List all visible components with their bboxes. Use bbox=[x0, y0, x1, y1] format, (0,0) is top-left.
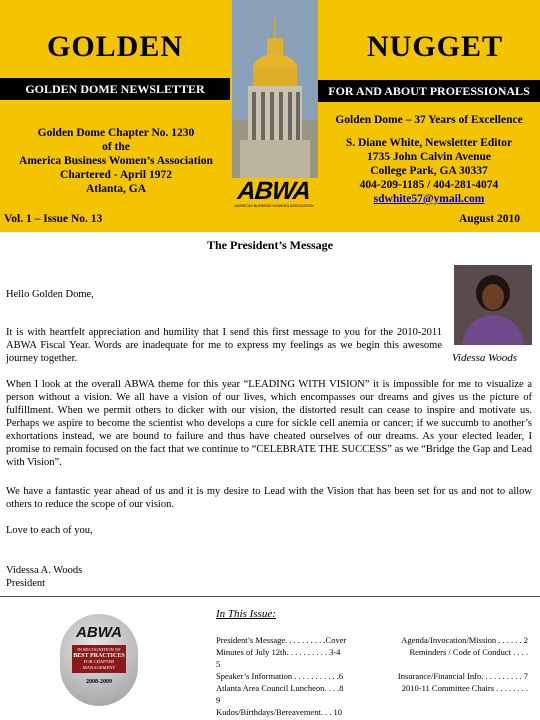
article-paragraph-1: It is with heartfelt appreciation and humility that I send this first message to you for the 2010-2011 ABWA Fiscal Year. Words are inadequate for me to express my feelings as we begin this awesome journey together. bbox=[6, 327, 442, 364]
signature-name: Videssa A. Woods bbox=[6, 565, 83, 576]
article-paragraph-3: We have a fantastic year ahead of us and it is my desire to Lead with the Vision that has been set for us and not to allow others to reduce the scope of our vision. bbox=[6, 486, 532, 510]
right-black-bar bbox=[318, 80, 540, 102]
president-portrait bbox=[454, 265, 532, 345]
chapter-tagline: Golden Dome – 37 Years of Excellence bbox=[335, 114, 523, 126]
article-closing: Love to each of you, bbox=[6, 525, 93, 536]
toc-item: President’s Message. . . . . . . . . .Cover bbox=[216, 635, 347, 645]
issue-date: August 2010 bbox=[458, 213, 520, 225]
best-practices-badge bbox=[60, 614, 138, 706]
chapter-line: America Business Women’s Association bbox=[19, 155, 213, 167]
toc-right-column bbox=[378, 634, 528, 694]
toc-item: Speaker’s Information . . . . . . . . . . .6 bbox=[216, 671, 344, 681]
badge-year: 2008-2009 bbox=[86, 679, 112, 685]
chapter-line: Golden Dome Chapter No. 1230 bbox=[37, 127, 195, 139]
toc-item: Agenda/Invocation/Mission . . . . . . 2 bbox=[401, 635, 528, 645]
article-paragraph-2: When I look at the overall ABWA theme for this year “LEADING WITH VISION” it is impossible for me to visualize a person without a vision. We all have a vision of our lives, which encompasses our dreams and gives us the picture of fulfillment. When we permit others to dicker with our vision, the distorted result can cease to inspire and motivate us. Perhaps we aspire to become the scientist who develops a cure for sickle cell anemia or cancer; if we succumb to another’s exhortations instead, we are bound to failure and thus have cheated ourselves of our dreams. As your elected leader, I promise to remain focused on the fact that we continue to “CELEBRATE THE SUCCESS” as we “Bridge the Gap and Lead with Vision”. bbox=[6, 379, 532, 468]
article-greeting: Hello Golden Dome, bbox=[6, 289, 94, 300]
newsletter-title-right: NUGGET bbox=[366, 30, 504, 63]
right-bar-text: FOR AND ABOUT PROFESSIONALS bbox=[328, 83, 530, 98]
toc-item-blank bbox=[378, 658, 528, 670]
chapter-line: Chartered - April 1972 bbox=[60, 169, 172, 181]
toc-item: Kudos/Birthdays/Bereavement. . . 10 bbox=[216, 707, 343, 717]
badge-line: BEST PRACTICES bbox=[73, 653, 125, 659]
toc-item: 9 bbox=[216, 695, 221, 705]
article-title: The President’s Message bbox=[207, 238, 333, 252]
left-bar-text: GOLDEN DOME NEWSLETTER bbox=[25, 81, 205, 96]
badge-banner bbox=[72, 645, 126, 673]
editor-line: S. Diane White, Newsletter Editor bbox=[345, 137, 513, 149]
badge-logo-text: ABWA bbox=[76, 624, 122, 641]
editor-line: 1735 John Calvin Avenue bbox=[366, 151, 492, 163]
volume-issue: Vol. 1 – Issue No. 13 bbox=[4, 213, 103, 225]
signature-title: President bbox=[6, 578, 46, 589]
editor-contact bbox=[318, 136, 540, 206]
editor-line: College Park, GA 30337 bbox=[370, 165, 488, 177]
chapter-line: Atlanta, GA bbox=[85, 183, 147, 195]
editor-email-link[interactable]: sdwhite57@ymail.com bbox=[373, 193, 485, 205]
toc-item: Insurance/Financial Info. . . . . . . . . . 7 bbox=[397, 671, 528, 681]
toc-item: Reminders / Code of Conduct . . . . bbox=[409, 647, 528, 657]
capitol-dome-photo bbox=[232, 0, 318, 178]
toc-item: 2010-11 Committee Chairs . . . . . . . . bbox=[401, 683, 528, 693]
abwa-logo-text: ABWA bbox=[236, 177, 312, 205]
chapter-info bbox=[0, 126, 232, 196]
abwa-logo bbox=[228, 178, 320, 214]
section-divider bbox=[0, 596, 540, 597]
editor-line: 404-209-1185 / 404-281-4074 bbox=[359, 179, 499, 191]
toc-item: Minutes of July 12th. . . . . . . . . . 3-4 bbox=[216, 647, 341, 657]
toc-heading: In This Issue: bbox=[216, 608, 276, 620]
newsletter-title-left: GOLDEN bbox=[46, 30, 184, 63]
badge-line: FOR CHAPTER MANAGEMENT bbox=[82, 659, 116, 670]
badge-line: IN RECOGNITION OF bbox=[77, 647, 121, 652]
president-photo bbox=[454, 265, 532, 345]
president-photo-caption: Videssa Woods bbox=[452, 352, 518, 364]
toc-item: 5 bbox=[216, 659, 221, 669]
abwa-logo-subtext: AMERICAN BUSINESS WOMEN'S ASSOCIATION bbox=[234, 204, 314, 208]
chapter-line: of the bbox=[102, 141, 130, 153]
left-black-bar bbox=[0, 78, 230, 100]
toc-left-column bbox=[216, 634, 366, 718]
capitol-dome-illustration bbox=[232, 0, 318, 178]
toc-item: Atlanta Area Council Luncheon. . . .8 bbox=[216, 683, 344, 693]
